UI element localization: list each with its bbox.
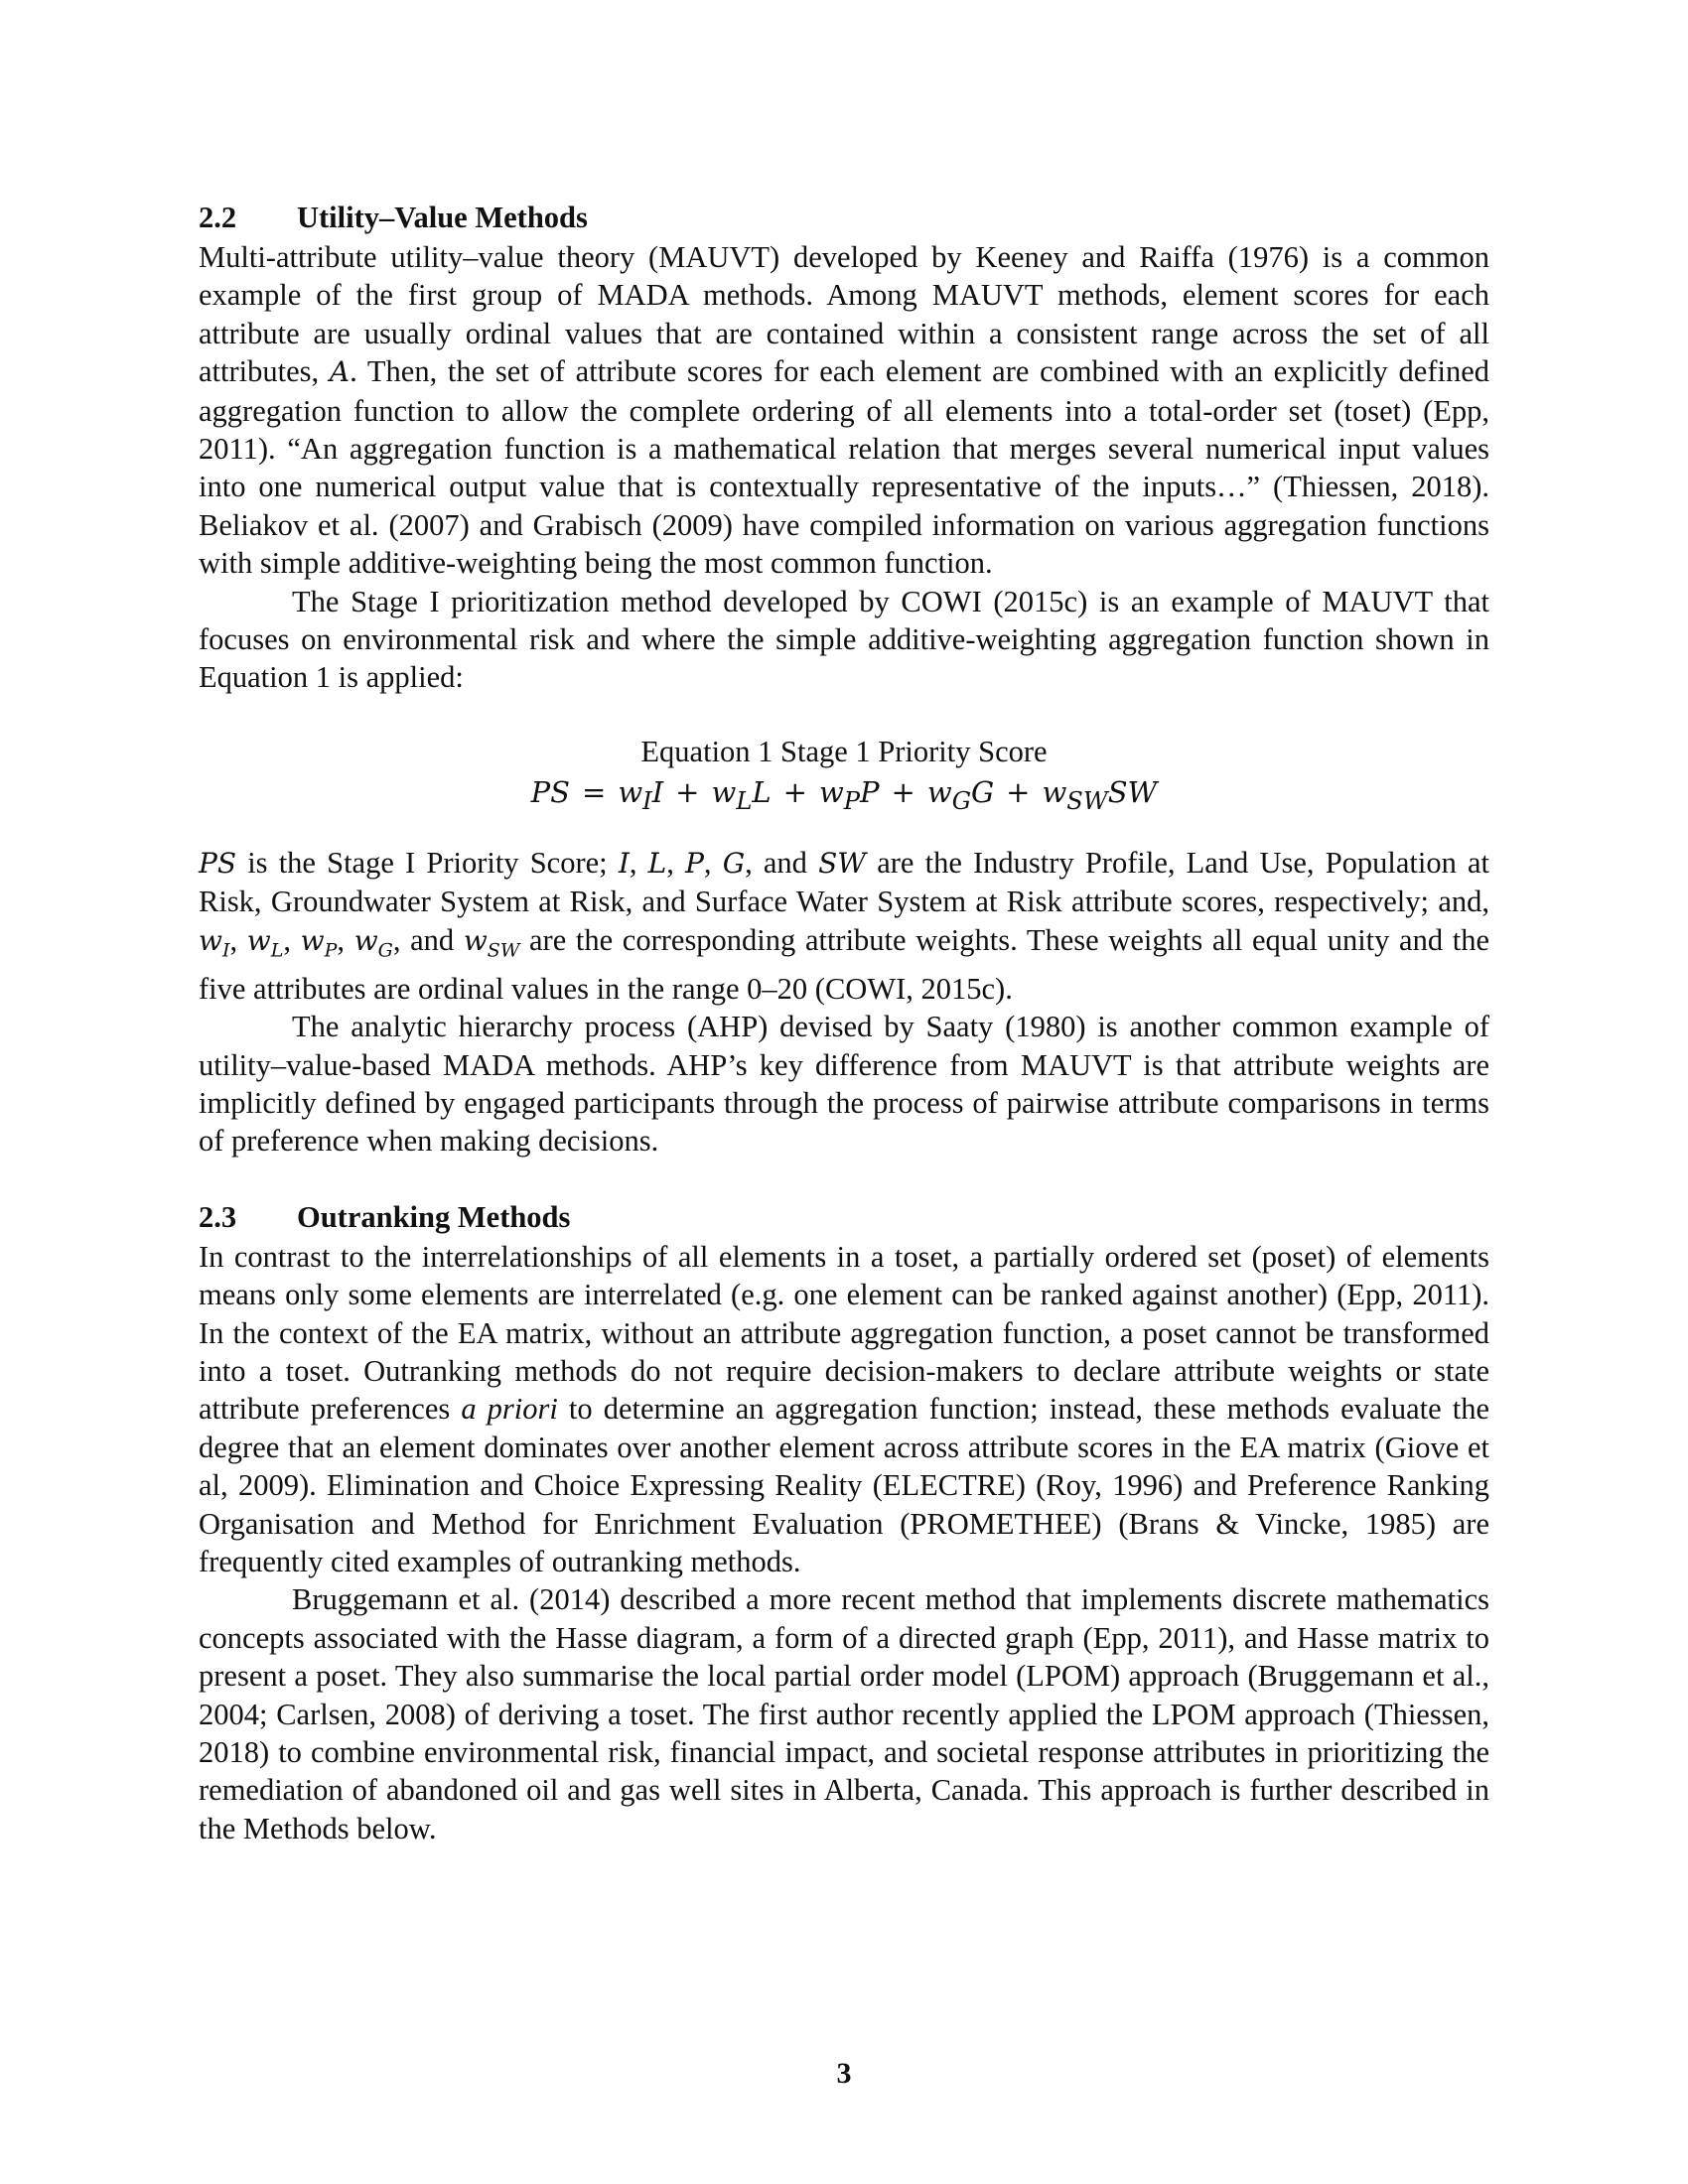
plus-sign: + [891, 774, 915, 809]
section-spacer [199, 1160, 1489, 1198]
section-number: 2.3 [199, 1199, 237, 1234]
equation-lhs: PS [530, 774, 571, 809]
page-body [199, 199, 1489, 1847]
text-run: is the Stage I Priority Score; [236, 845, 619, 880]
math-variable: L [647, 846, 667, 880]
paragraph-outranking-intro [199, 1238, 1489, 1581]
math-variable: G [722, 846, 746, 880]
plus-sign: + [675, 774, 700, 809]
page-number: 3 [836, 2057, 852, 2090]
term-i: $w_II$ [618, 774, 664, 815]
text-run: In contrast to the interrelationships of all elements in a toset, a partially ordered set (poset) of elements means only some elements are interrelated (e.g. one element can be ranked against another) (Epp, 2011). In the context of the EA matrix, without an attribute aggregation function, a poset cannot be transformed into a toset. Outranking methods do not require decision-makers to declare attribute weights or state attribute preferences [199, 1239, 1489, 1427]
term-sw: $w_{SW}SW$ [1042, 774, 1158, 815]
section-heading-2-3 [199, 1198, 1489, 1238]
plus-sign: + [1006, 774, 1031, 809]
text-run: are the Industry Profile, Land Use, Population at Risk, Groundwater System at Risk, and Surface Water System at Risk attribute scores, respectively; and, [199, 845, 1490, 919]
section-title: Outranking Methods [297, 1199, 571, 1234]
section-number: 2.2 [199, 201, 237, 234]
section-title: Utility–Value Methods [297, 201, 588, 234]
weight-p: $w_P$ [300, 923, 338, 962]
weight-sw: $w_{SW}$ [463, 923, 520, 962]
equals-sign: = [582, 774, 607, 809]
italic-term: a priori [461, 1392, 558, 1427]
weight-l: $w_L$ [246, 923, 284, 962]
paragraph-stage-i: The Stage I prioritization method developed by COWI (2015c) is an example of MAUVT that focuses on environmental risk and where the simple additive-weighting aggregation function shown in Equation 1 is applied: [199, 584, 1489, 695]
plus-sign: + [782, 774, 807, 809]
term-g: $w_GG$ [926, 774, 995, 815]
text-run: . Then, the set of attribute scores for each element are combined with an explicitly defined aggregation function to allow the complete ordering of all elements into a total-order set (toset) (Epp, 2011). “An aggregation function is a mathematical relation that merges several numerical input values into one numerical output value that is contextually representative of the inputs…” (Thiessen, 2018). Beliakov et al. (2007) and Grabisch (2009) have compiled information on various aggregation functions with simple additive-weighting being the most common function. [199, 354, 1489, 581]
paragraph-ahp: The analytic hierarchy process (AHP) devised by Saaty (1980) is another common example of utility–value-based MADA methods. AHP’s key difference from MAUVT is that attribute weights are implicitly defined by engaged participants through the process of pairwise attribute comparisons in terms of preference when making decisions. [199, 1010, 1489, 1159]
math-variable: A [329, 355, 351, 389]
section-heading-2-2 [199, 199, 1489, 238]
equation-caption: Equation 1 Stage 1 Priority Score [640, 734, 1048, 768]
text-run: are the corresponding attribute weights. These weights all equal unity and the five attributes are ordinal values in the range 0–20 (COWI, 2015c). [199, 922, 1489, 1006]
math-variable: P [685, 846, 704, 880]
math-variable: I [618, 846, 630, 880]
term-p: $w_PP$ [818, 774, 880, 815]
paragraph-lpom: Bruggemann et al. (2014) described a more recent method that implements discrete mathematics concepts associated with the Hasse diagram, a form of a directed graph (Epp, 2011), and Hasse matrix to present a poset. They also summarise the local partial order model (LPOM) approach (Bruggemann et al., 2004; Carlsen, 2008) of deriving a toset. The first author recently applied the LPOM approach (Thiessen, 2018) to combine environmental risk, financial impact, and societal response attributes in prioritizing the remediation of abandoned oil and gas well sites in Alberta, Canada. This approach is further described in the Methods below. [199, 1582, 1489, 1845]
paragraph-variable-definitions: PS is the Stage I Priority Score; I, L, P, G, and SW are the Industry Profile, Land Use, Population at Risk, Groundwater System at Risk, and Surface Water System at Risk attribute scores, respectively; and, $w_I$, $w_L$, $w_P$, $w_G$, and $w_{SW}$ are the corresponding attribute weights. These weights all equal unity and the five attributes are ordinal values in the range 0–20 (COWI, 2015c). [199, 845, 1490, 1006]
text-run: to determine an aggregation function; instead, these methods evaluate the degree that an element dominates over another element across attribute scores in the EA matrix (Giove et al, 2009). Elimination and Choice Expressing Reality (ELECTRE) (Roy, 1996) and Preference Ranking Organisation and Method for Enrichment Evaluation (PROMETHEE) (Brans & Vincke, 1985) are frequently cited examples of outranking methods. [199, 1392, 1490, 1578]
weight-g: $w_G$ [353, 923, 393, 962]
paragraph-mauvt-intro [199, 238, 1489, 583]
term-l: $w_LL$ [711, 774, 772, 815]
text-run: Multi-attribute utility–value theory (MAUVT) developed by Keeney and Raiffa (1976) is a common example of the first group of MADA methods. Among MAUVT methods, element scores for each attribute are usually ordinal values that are contained within a consistent range across the set of all attributes, [199, 240, 1489, 389]
math-variable: PS [199, 846, 237, 880]
equation-1 [199, 770, 1489, 814]
weight-i: $w_I$ [199, 923, 230, 962]
math-variable: SW [818, 846, 867, 880]
